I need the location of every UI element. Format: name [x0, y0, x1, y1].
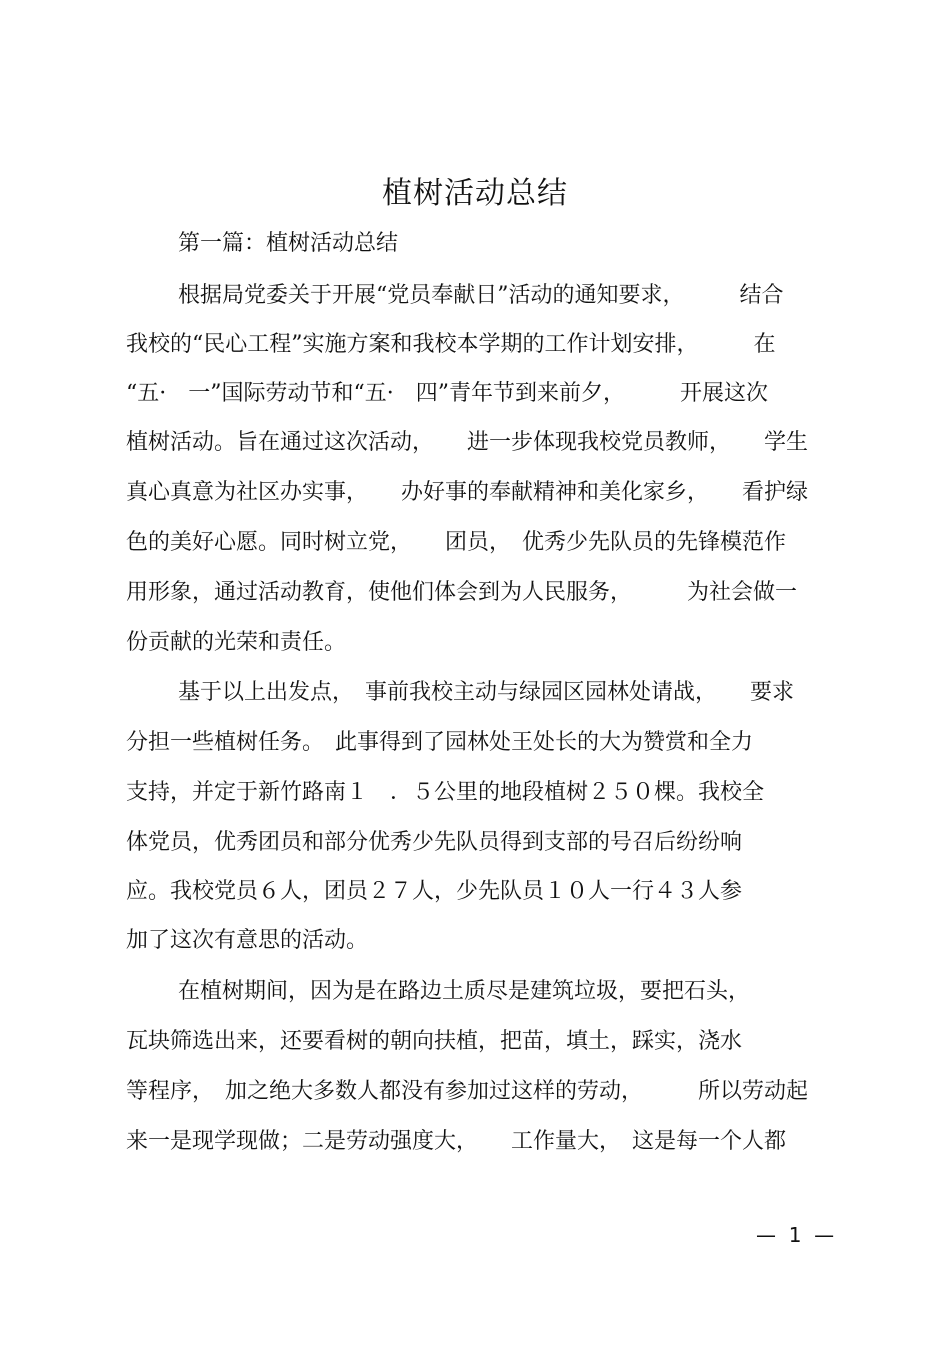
body-line: 根据局党委关于开展“党员奉献日”活动的通知要求， 结合	[178, 283, 784, 308]
body-line: 色的美好心愿。同时树立党， 团员， 优秀少先队员的先锋模范作	[126, 530, 787, 555]
body-line: 植树活动。旨在通过这次活动， 进一步体现我校党员教师， 学生	[126, 430, 809, 455]
body-line: 等程序， 加之绝大多数人都没有参加过这样的劳动， 所以劳动起	[126, 1079, 809, 1104]
body-line: 瓦块筛选出来，还要看树的朝向扶植，把苗，填土，踩实，浇水	[126, 1029, 743, 1054]
document-subtitle: 第一篇：植树活动总结	[178, 231, 399, 256]
body-line: 加了这次有意思的活动。	[126, 928, 369, 953]
body-line: 份贡献的光荣和责任。	[126, 630, 347, 655]
body-line: 在植树期间，因为是在路边土质尽是建筑垃圾，要把石头，	[178, 979, 751, 1004]
body-line: 支持，并定于新竹路南１ ．５公里的地段植树２５０棵。我校全	[126, 780, 765, 805]
body-line: 真心真意为社区办实事， 办好事的奉献精神和美化家乡， 看护绿	[126, 480, 809, 505]
body-line: 体党员，优秀团员和部分优秀少先队员得到支部的号召后纷纷响	[126, 830, 743, 855]
body-line: 我校的“民心工程”实施方案和我校本学期的工作计划安排， 在	[126, 332, 776, 357]
body-line: 应。我校党员６人，团员２７人，少先队员１０人一行４３人参	[126, 879, 743, 904]
page-number: — 1 —	[756, 1223, 835, 1247]
body-line: 基于以上出发点， 事前我校主动与绿园区园林处请战， 要求	[178, 680, 795, 705]
body-line: 分担一些植树任务。 此事得到了园林处王处长的大为赞赏和全力	[126, 730, 754, 755]
body-line: 用形象，通过活动教育，使他们体会到为人民服务， 为社会做一	[126, 580, 798, 605]
document-title: 植树活动总结	[382, 176, 568, 211]
body-line: “五· 一”国际劳动节和“五· 四”青年节到来前夕， 开展这次	[126, 381, 768, 406]
body-line: 来一是现学现做；二是劳动强度大， 工作量大， 这是每一个人都	[126, 1129, 787, 1154]
